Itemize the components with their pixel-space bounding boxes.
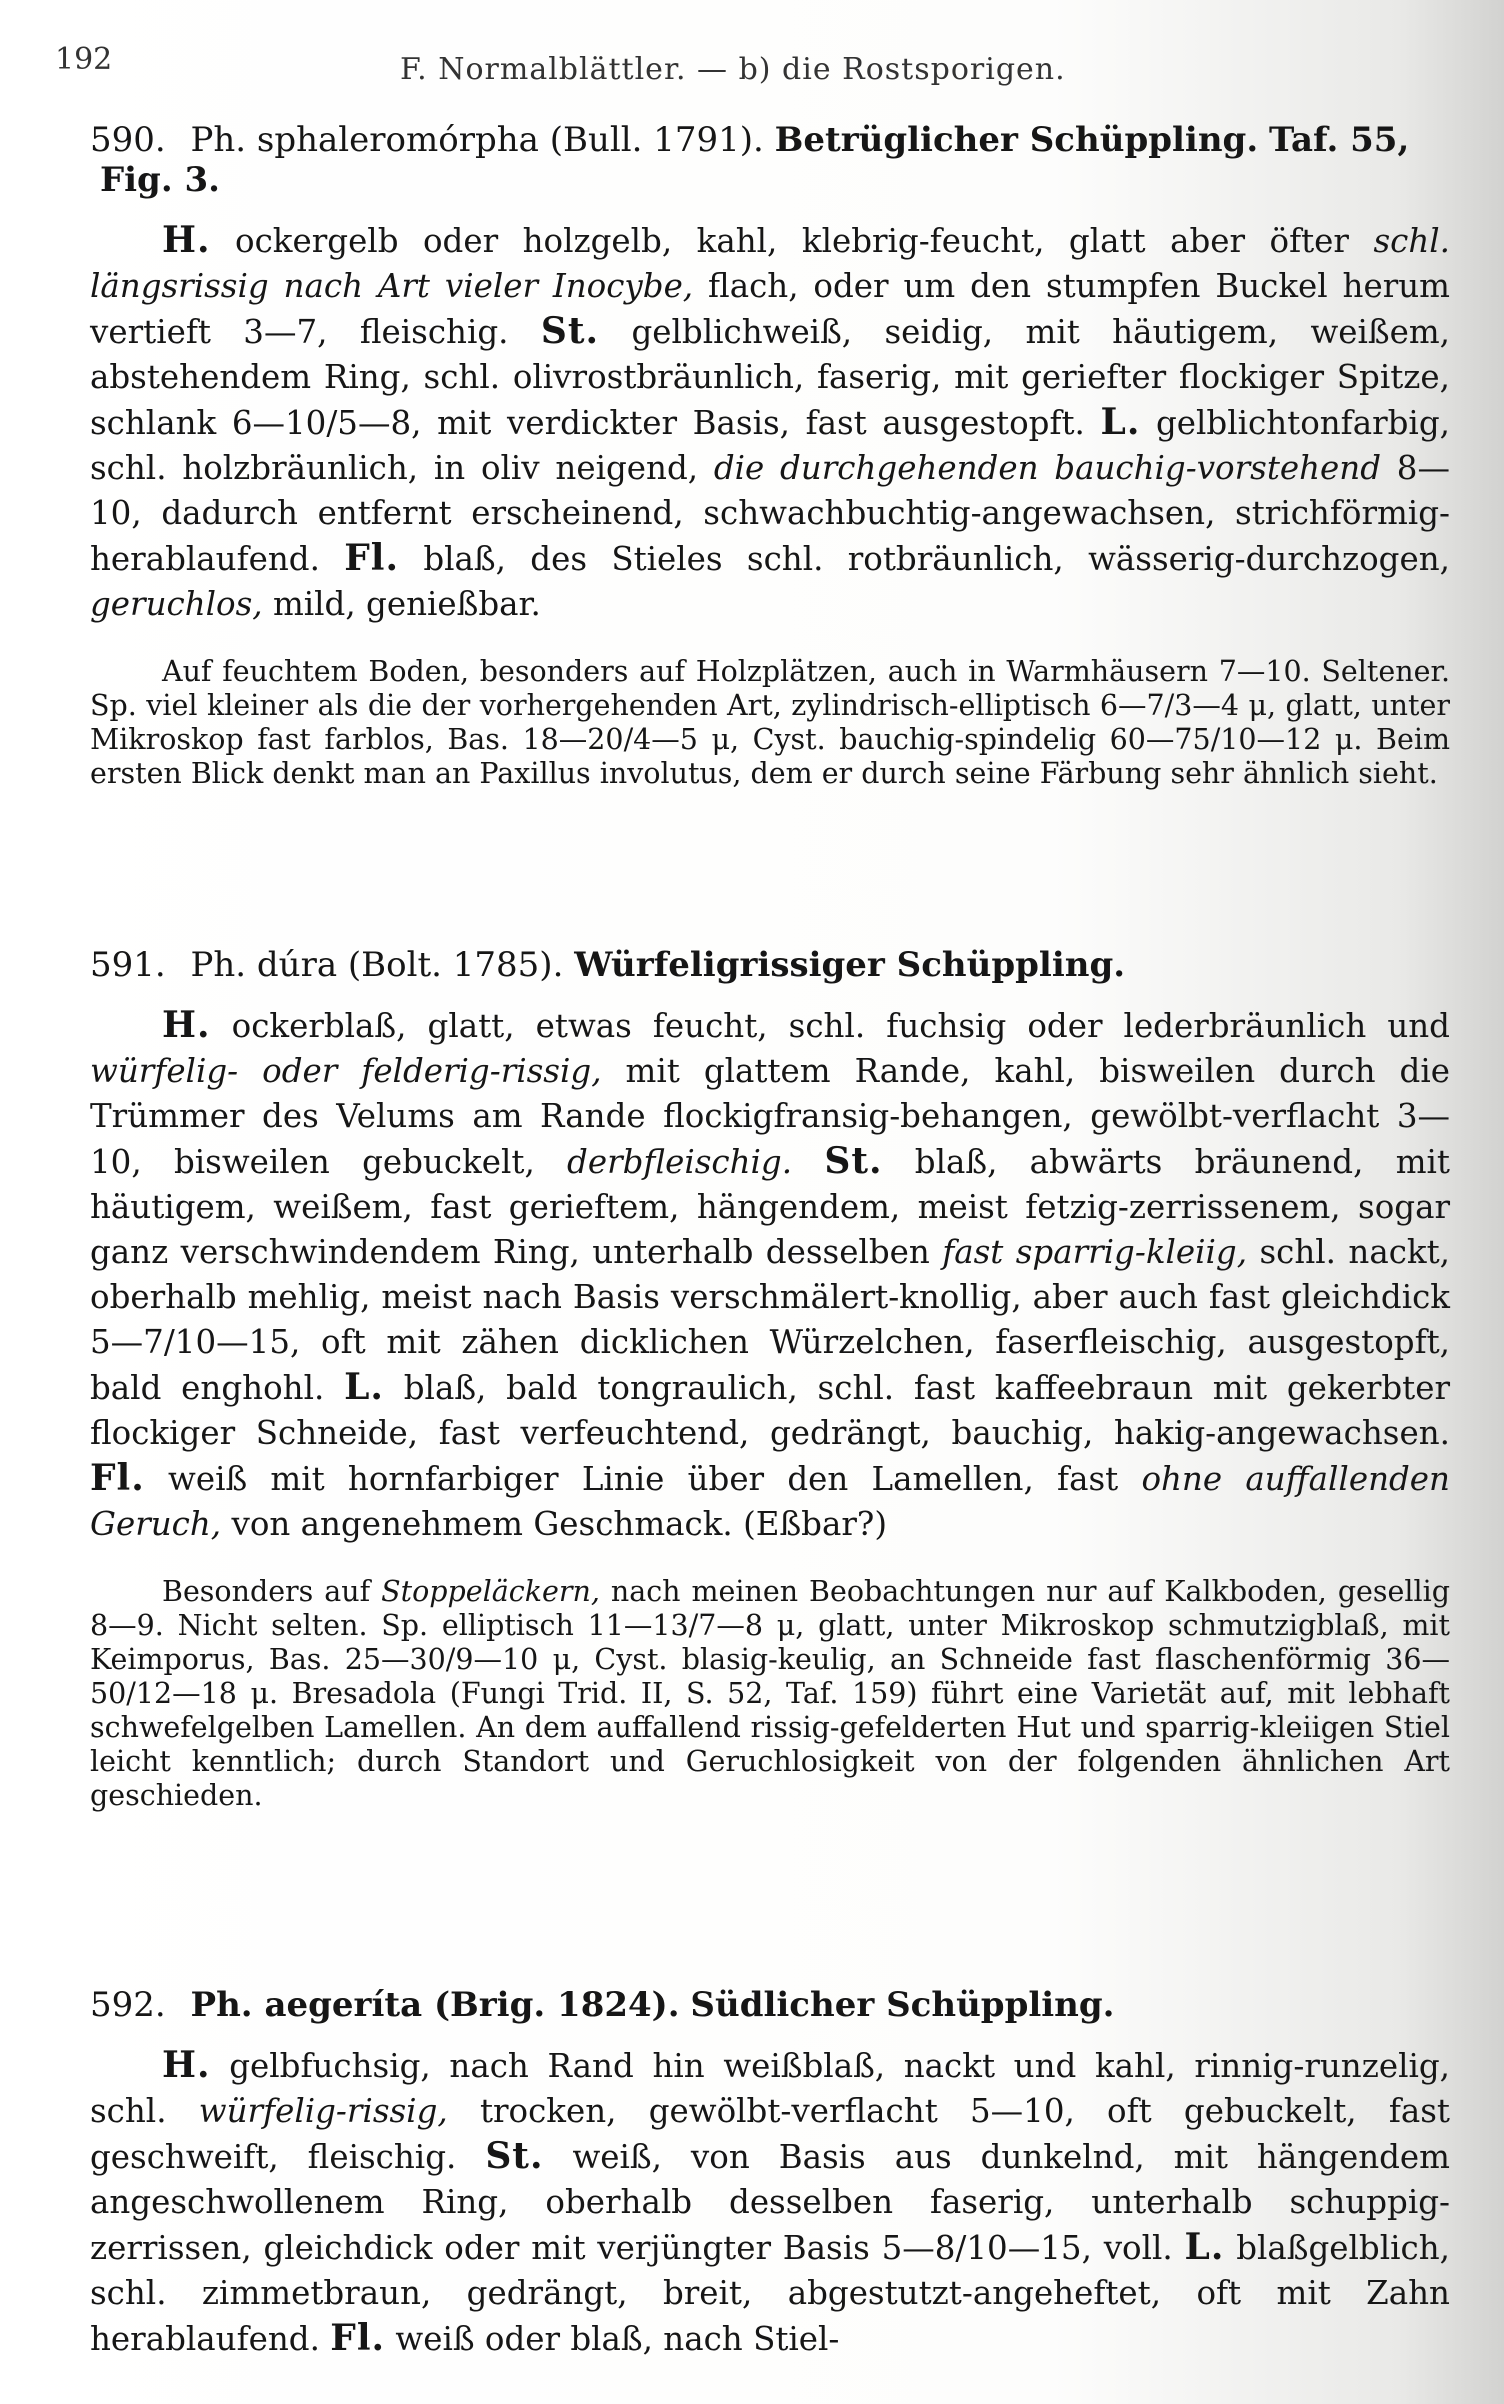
fleisch-text: von angenehmem Geschmack. (Eßbar?) (231, 1505, 888, 1543)
hut-text: trocken, gewölbt-verflacht 5—10, oft gebuckelt, fast geschweift, fleischig. (90, 2092, 1450, 2176)
lamellen-text: blaß, bald tongraulich, schl. fast kaffeebraun mit gekerbter flockiger Schneide, fast verfeuchtend, gedrängt, bauchig, hakig-angewachsen. (90, 1369, 1450, 1452)
plate-reference: Taf. 55, Fig. 3. (100, 120, 1410, 200)
hut-text: flach, oder um den stumpfen Buckel herum vertieft 3—7, fleischig. (90, 267, 1450, 351)
german-name: Betrüglicher Schüppling. (774, 120, 1259, 160)
hut-text: mit glattem Rande, kahl, bisweilen durch die Trümmer des Velums am Rande flockigfransig-behangen, gewölbt-verflacht 3—10, bisweilen gebuckelt, (90, 1052, 1450, 1181)
fleisch-text: weiß oder blaß, nach Stiel- (395, 2320, 840, 2358)
species-name: Ph. dúra (Bolt. 1785). (190, 945, 564, 985)
entry-title (90, 945, 1450, 985)
hut-label: H. (162, 1004, 211, 1046)
stiel-text: blaß, abwärts bräunend, mit häutigem, weißem, fast gerieftem, hängendem, meist fetzig-zerrissenem, sogar ganz verschwindendem Ring, unterhalb desselben (90, 1143, 1450, 1271)
entry-590 (90, 120, 1450, 791)
hut-text-italic: derbfleischig. (567, 1143, 793, 1181)
lamellen-text: gelblichtonfarbig, schl. holzbräunlich, in oliv neigend, (90, 404, 1450, 487)
stiel-text: schl. nackt, oberhalb mehlig, meist nach Basis verschmälert-knollig, aber auch fast gleichdick 5—7/10—15, oft mit zähen dicklichen Würzelchen, faserfleischig, ausgestopft, bald enghohl. (90, 1233, 1450, 1407)
note-text: Besonders auf (162, 1575, 371, 1608)
entry-number: 590. (90, 120, 166, 160)
stiel-label: St. (540, 310, 600, 352)
hut-text-italic: schl. längsrissig nach Art vieler Inocybe, (90, 222, 1450, 305)
german-name: Würfeligrissiger Schüppling. (574, 945, 1126, 985)
fleisch-label: Fl. (90, 1457, 145, 1499)
entry-number: 592. (90, 1985, 166, 2025)
description (90, 218, 1450, 627)
habitat-note: Auf feuchtem Boden, besonders auf Holzplätzen, auch in Warmhäusern 7—10. Seltener. Sp. viel kleiner als die der vorhergehenden Art, zylindrisch-elliptisch 6—7/3—4 μ, glatt, unter Mikroskop fast farblos, Bas. 18—20/4—5 μ, Cyst. bauchig-spindelig 60—75/10—12 μ. Beim ersten Blick denkt man an Paxillus involutus, dem er durch seine Färbung sehr ähnlich sieht. (90, 655, 1450, 790)
fleisch-label: Fl. (344, 537, 400, 579)
lamellen-text: 8—10, dadurch entfernt erscheinend, schwachbuchtig-angewachsen, strichförmig-herablaufend. (90, 449, 1450, 578)
fleisch-text-italic: geruchlos, (90, 585, 263, 623)
habitat-note (90, 1575, 1450, 1813)
note-text-italic: Stoppeläckern, (381, 1575, 600, 1608)
entry-title (90, 120, 1450, 200)
fleisch-label: Fl. (330, 2317, 386, 2359)
running-head: F. Normalblättler. — b) die Rostsporigen. (400, 52, 1066, 87)
hut-label: H. (162, 219, 211, 261)
hut-label: H. (162, 2044, 211, 2086)
fleisch-text: mild, genießbar. (272, 585, 541, 623)
description (90, 2043, 1450, 2362)
lamellen-label: L. (1100, 401, 1141, 443)
species-name: Ph. aegeríta (Brig. 1824). (190, 1985, 680, 2025)
hut-text: ockerblaß, glatt, etwas feucht, schl. fuchsig oder lederbräunlich und (231, 1007, 1450, 1045)
stiel-text-italic: fast sparrig-kleiig, (942, 1233, 1248, 1271)
fleisch-text: weiß mit hornfarbiger Linie über den Lamellen, fast (168, 1460, 1119, 1498)
entry-number: 591. (90, 945, 166, 985)
page-number: 192 (55, 42, 113, 77)
note-text: nach meinen Beobachtungen nur auf Kalkboden, gesellig 8—9. Nicht selten. Sp. elliptisch 11—13/7—8 μ, glatt, unter Mikroskop schmutzigblaß, mit Keimporus, Bas. 25—30/9—10 μ, Cyst. blasig-keulig, an Schneide fast flaschenförmig 36—50/12—18 μ. Bresadola (Fungi Trid. II, S. 52, Taf. 159) führt eine Varietät auf, mit lebhaft schwefelgelben Lamellen. An dem auffallend rissig-gefelderten Hut und sparrig-kleiigen Stiel leicht kenntlich; durch Standort und Geruchlosigkeit von der folgenden ähnlichen Art geschieden. (90, 1575, 1451, 1812)
lamellen-text-italic: die durchgehenden bauchig-vorstehend (713, 449, 1382, 487)
hut-text: ockergelb oder holzgelb, kahl, klebrig-feucht, glatt aber öfter (235, 222, 1349, 260)
fleisch-text-italic: ohne auffallenden Geruch, (90, 1460, 1450, 1543)
stiel-label: St. (485, 2135, 544, 2177)
description (90, 1003, 1450, 1547)
stiel-text: weiß, von Basis aus dunkelnd, mit hängendem angeschwollenem Ring, oberhalb desselben faserig, unterhalb schuppig-zerrissen, gleichdick oder mit verjüngter Basis 5—8/10—15, voll. (90, 2138, 1450, 2267)
entry-591 (90, 945, 1450, 1813)
lamellen-text: blaßgelblich, schl. zimmetbraun, gedrängt, breit, abgestutzt-angeheftet, oft mit Zahn herablaufend. (90, 2229, 1450, 2358)
hut-text-italic: würfelig- oder felderig-rissig, (90, 1052, 602, 1090)
hut-text: gelbfuchsig, nach Rand hin weißblaß, nackt und kahl, rinnig-runzelig, schl. (90, 2047, 1450, 2130)
species-name: Ph. sphaleromórpha (Bull. 1791). (190, 120, 764, 160)
entry-592 (90, 1985, 1450, 2362)
german-name: Südlicher Schüppling. (690, 1985, 1115, 2025)
stiel-label: St. (824, 1140, 883, 1182)
hut-text-italic: würfelig-rissig, (198, 2092, 448, 2130)
stiel-text: gelblichweiß, seidig, mit häutigem, weißem, abstehendem Ring, schl. olivrostbräunlich, faserig, mit geriefter flockiger Spitze, schlank 6—10/5—8, mit verdickter Basis, fast ausgestopft. (90, 313, 1450, 442)
fleisch-text: blaß, des Stieles schl. rotbräunlich, wässerig-durchzogen, (423, 540, 1450, 578)
entry-title (90, 1985, 1450, 2025)
lamellen-label: L. (1184, 2226, 1225, 2268)
lamellen-label: L. (344, 1366, 384, 1408)
